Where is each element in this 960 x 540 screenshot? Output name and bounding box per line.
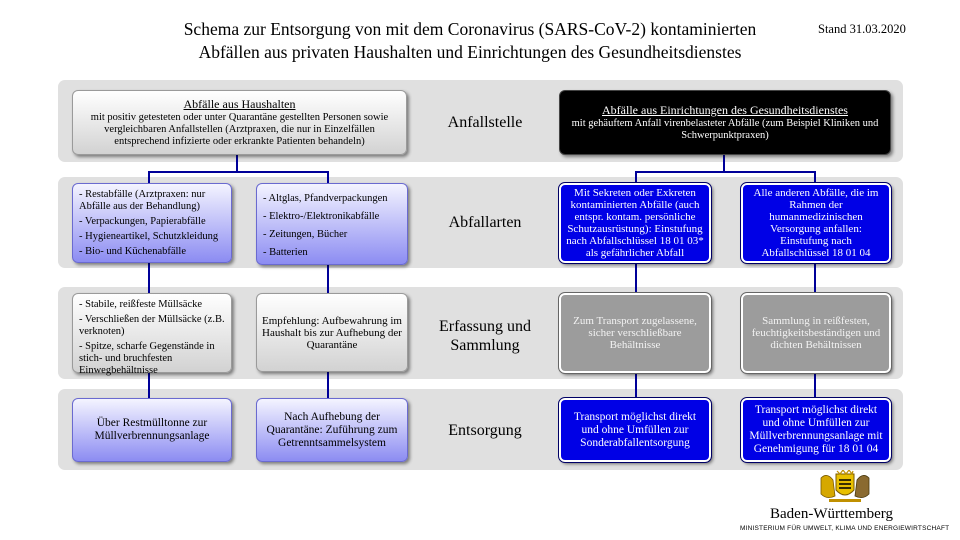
waste-type-item: - Altglas, Pfandverpackungen [263, 193, 388, 204]
row-label-entsorgung: Entsorgung [448, 422, 522, 439]
logo-ministry: MINISTERIUM FÜR UMWELT, KLIMA UND ENERGIEWIRTSCHAFT [740, 525, 950, 532]
diagram-title [150, 18, 790, 64]
waste-type-item: - Restabfälle (Arztpraxen: nur Abfälle aus der Behandlung) [79, 189, 206, 212]
collection-item: - Spitze, scharfe Gegenstände in stich- und bruchfesten Einwegbehältnisse [79, 341, 215, 376]
date-label: Stand 31.03.2020 [818, 22, 906, 36]
connector-line [635, 373, 637, 398]
connector-line [327, 265, 329, 293]
connector-line [148, 171, 150, 183]
connector-line [635, 171, 815, 173]
waste-type-item: - Verpackungen, Papierabfälle [79, 216, 206, 227]
logo-name: Baden-Württemberg [770, 506, 894, 522]
household-source-box [72, 90, 407, 155]
health-collection-right [741, 293, 891, 373]
health-description: mit gehäuftem Anfall virenbelasteter Abfälle (zum Beispiel Kliniken und Schwerpunktpraxen) [571, 117, 879, 141]
connector-line [327, 171, 329, 183]
collection-item: - Stabile, reißfeste Müllsäcke [79, 299, 203, 310]
connector-line [814, 171, 816, 183]
health-types-right [741, 183, 891, 263]
connector-line [635, 171, 637, 183]
household-collection-left [72, 293, 232, 376]
health-source-box [559, 90, 891, 155]
waste-type-item: - Batterien [263, 247, 308, 258]
health-disposal-left-text: Transport möglichst direkt und ohne Umfüllen zur Sonderabfallentsorgung [573, 410, 697, 449]
connector-line [236, 155, 238, 172]
coat-of-arms-icon [815, 470, 875, 504]
household-title: Abfälle aus Haushalten [183, 96, 296, 111]
health-collection-left [559, 293, 711, 373]
household-disposal-right [256, 398, 408, 462]
household-types-left [72, 183, 232, 263]
household-collection-right [256, 293, 408, 372]
connector-line [723, 155, 725, 172]
household-disposal-right-text: Nach Aufhebung der Quarantäne: Zuführung zum Getrenntsammelsystem [266, 410, 398, 449]
waste-type-item: - Zeitungen, Bücher [263, 229, 348, 240]
household-collection-right-text: Empfehlung: Aufbewahrung im Haushalt bis zur Aufhebung der Quarantäne [262, 314, 402, 351]
connector-line [635, 263, 637, 293]
health-disposal-right [741, 398, 891, 462]
row-label-abfallarten: Abfallarten [448, 214, 522, 231]
household-disposal-left-text: Über Restmülltonne zur Müllverbrennungsanlage [94, 417, 210, 442]
title-line-2: Abfällen aus privaten Haushalten und Einrichtungen des Gesundheitsdienstes [198, 42, 742, 62]
household-types-right [256, 183, 408, 265]
health-title: Abfälle aus Einrichtungen des Gesundheitsdienstes [602, 102, 848, 117]
row-label-anfallstelle: Anfallstelle [447, 114, 523, 131]
health-collection-right-text: Sammlung in reißfesten, feuchtigkeitsbeständigen und dichten Behältnissen [751, 315, 881, 351]
waste-type-item: - Elektro-/Elektronikabfälle [263, 211, 380, 222]
health-disposal-right-text: Transport möglichst direkt und ohne Umfüllen zur Müllverbrennungsanlage mit Genehmigung für 18 01 04 [749, 404, 883, 455]
collection-item: - Verschließen der Müllsäcke (z.B. verknoten) [79, 314, 225, 337]
connector-line [327, 372, 329, 398]
connector-line [814, 263, 816, 293]
health-collection-left-text: Zum Transport zugelassene, sicher verschließbare Behältnisse [573, 315, 697, 351]
title-line-1: Schema zur Entsorgung von mit dem Coronavirus (SARS-CoV-2) kontaminierten [183, 19, 757, 39]
connector-line [148, 263, 150, 293]
health-disposal-left [559, 398, 711, 462]
connector-line [814, 373, 816, 398]
health-types-right-text: Alle anderen Abfälle, die im Rahmen der humanmedizinischen Versorgung anfallen: Einstufung nach Abfallschlüssel 18 01 04 [753, 187, 879, 259]
health-types-left-text: Mit Sekreten oder Exkreten kontaminierten Abfälle (auch entspr. kontam. persönliche Schutzausrüstung): Einstufung nach Abfallschlüssel 18 01 03* als gefährlicher Abfall [566, 187, 704, 259]
row-label-erfassung: Erfassung und Sammlung [439, 318, 531, 354]
connector-line [148, 171, 328, 173]
waste-type-item: - Hygieneartikel, Schutzkleidung [79, 231, 219, 242]
waste-type-item: - Bio- und Küchenabfälle [79, 246, 187, 257]
household-disposal-left [72, 398, 232, 462]
health-types-left [559, 183, 711, 263]
household-description: mit positiv getesteten oder unter Quarantäne gestellten Personen sowie vergleichbaren Anfallstellen (Arztpraxen, die nur in Einzelfällen entsprechend infizierte oder erkrankte Patienten behandeln) [90, 111, 389, 147]
